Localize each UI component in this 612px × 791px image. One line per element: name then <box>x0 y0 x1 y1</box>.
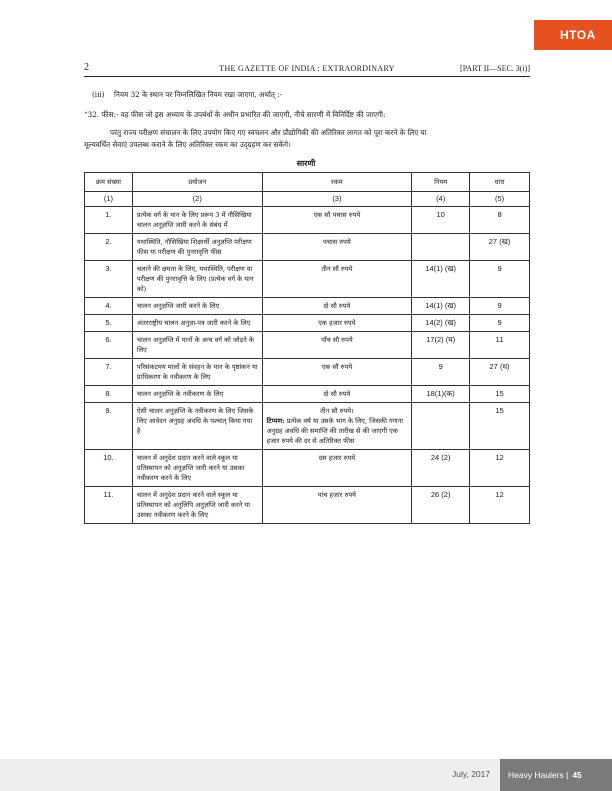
row-rule: 14(1) (ख) <box>412 261 470 298</box>
row-purpose: चालन अनुज्ञप्ति के नवीकरण के लिए <box>132 386 262 403</box>
row-serial: 4. <box>85 298 133 315</box>
row-rule <box>412 403 470 450</box>
gazette-header <box>84 63 530 76</box>
note-text: प्रत्येक वर्ष या उसके भाग के लिए, जिसकी गणना अनुग्रह अवधि की समाप्ति की तारीख से की जाएगी एक हजार रुपये की दर से अतिरिक्त फीस <box>266 417 403 445</box>
row-section: 15 <box>470 386 530 403</box>
table-row <box>85 403 530 450</box>
proviso-line-2: मूल्यवर्धित सेवाएं उपलब्ध कराने के लिए अतिरिक्त रकम का उद्ग्रहण कर सकेंगे। <box>84 140 291 149</box>
gazette-title: THE GAZETTE OF INDIA : EXTRAORDINARY <box>219 64 395 73</box>
row-serial: 2. <box>85 234 133 261</box>
row-serial: 5. <box>85 315 133 332</box>
row-purpose: ऐसी चालन अनुज्ञप्ति के नवीकरण के लिए जिसके लिए आवेदन अनुग्रह अवधि के पश्चात् किया गया है <box>132 403 262 450</box>
row-section: 11 <box>470 332 530 359</box>
row-amount: पांच हजार रुपये <box>262 487 412 524</box>
col-number: (5) <box>470 192 530 207</box>
col-number: (2) <box>132 192 262 207</box>
magazine-footer <box>0 759 612 791</box>
row-rule: 18(1)(क) <box>412 386 470 403</box>
row-amount: एक सौ पचास रुपये <box>262 207 412 234</box>
htoa-badge: HTOA <box>534 20 612 50</box>
row-rule: 17(2) (घ) <box>412 332 470 359</box>
clause-text: नियम 32 के स्थान पर निम्नलिखित नियम रखा जाएगा, अर्थात् :- <box>114 90 283 99</box>
row-rule: 14(1) (ख) <box>412 298 470 315</box>
row-serial: 11. <box>85 487 133 524</box>
row-amount: दो सौ रुपये <box>262 386 412 403</box>
header-serial: क्रम संख्या <box>85 173 133 192</box>
header-rule: नियम <box>412 173 470 192</box>
note-label: टिप्पण: <box>266 417 285 425</box>
col-number: (1) <box>85 192 133 207</box>
row-purpose: चालन में अनुदेश प्रदान करने वाले स्कूल या प्रतिस्थापन को अनुलिपि अनुज्ञप्ति जारी करने या उसका नवीकरण करने के लिए <box>132 487 262 524</box>
clause-number: (iii) <box>92 90 105 99</box>
row-rule: 14(2) (ख) <box>412 315 470 332</box>
header-purpose: प्रयोजन <box>132 173 262 192</box>
row-rule: 26 (2) <box>412 487 470 524</box>
row-section: 8 <box>470 207 530 234</box>
table-row <box>85 234 530 261</box>
row-serial: 10. <box>85 450 133 487</box>
row-purpose: चालन अनुज्ञप्ति जारी करने के लिए <box>132 298 262 315</box>
table-row <box>85 298 530 315</box>
proviso-line-1: परंतु राज्य परीक्षण संचालन के लिए उपयोग किए गए स्वचलन और प्रौद्योगिकी की अतिरिक्त लागत को पूरा करने के लिए या <box>110 128 427 137</box>
row-purpose: अंतरराष्ट्रीय चालन अनुज्ञा-पत्र जारी करने के लिए <box>132 315 262 332</box>
table-row <box>85 332 530 359</box>
column-number-row <box>85 192 530 207</box>
row-serial: 8. <box>85 386 133 403</box>
magazine-tab <box>500 759 612 791</box>
row-rule <box>412 234 470 261</box>
col-number: (3) <box>262 192 412 207</box>
row-amount-main: तीन सौ रुपये। <box>320 407 354 415</box>
magazine-name: Heavy Haulers | <box>508 770 569 780</box>
fee-table <box>84 172 530 524</box>
row-purpose: यथास्थिति, नौसिखिया शिक्षार्थी अनुज्ञप्ति परीक्षण फीस या परीक्षण की पुनरावृत्ति फीस <box>132 234 262 261</box>
table-row <box>85 315 530 332</box>
row-serial: 3. <box>85 261 133 298</box>
row-amount: एक हजार रुपये <box>262 315 412 332</box>
row-amount: दो सौ रुपये <box>262 298 412 315</box>
row-section: 15 <box>470 403 530 450</box>
row-amount-note <box>267 416 408 446</box>
table-title: सारणी <box>296 158 316 168</box>
row-section: 9 <box>470 315 530 332</box>
issue-date: July, 2017 <box>452 769 491 779</box>
page-number: 2 <box>84 62 89 73</box>
col-number: (4) <box>412 192 470 207</box>
row-amount: एक सौ रुपये <box>262 359 412 386</box>
row-amount: पाँच सौ रुपये <box>262 332 412 359</box>
row-purpose: चलाने की क्षमता के लिए, यथास्थिति, परीक्षण या परीक्षण की पुनरावृत्ति के लिए (प्रत्येक वर्ग के यान को) <box>132 261 262 298</box>
row-section: 27 (ध) <box>470 359 530 386</box>
row-rule: 24 (2) <box>412 450 470 487</box>
row-serial: 9. <box>85 403 133 450</box>
row-serial: 6. <box>85 332 133 359</box>
header-divider <box>84 76 530 77</box>
row-rule: 10 <box>412 207 470 234</box>
section-label: [PART II—SEC. 3(i)] <box>460 64 530 73</box>
table-row <box>85 487 530 524</box>
row-section: 12 <box>470 487 530 524</box>
row-section: 9 <box>470 298 530 315</box>
header-amount: रकम <box>262 173 412 192</box>
row-serial: 7. <box>85 359 133 386</box>
row-amount: पचास रुपये <box>262 234 412 261</box>
header-section: धारा <box>470 173 530 192</box>
footer-page-number: 45 <box>572 770 582 780</box>
table-header-row <box>85 173 530 192</box>
table-row <box>85 261 530 298</box>
row-section: 27 (ख) <box>470 234 530 261</box>
row-amount <box>262 403 412 450</box>
table-row <box>85 359 530 386</box>
row-serial: 1. <box>85 207 133 234</box>
table-row <box>85 207 530 234</box>
row-rule: 9 <box>412 359 470 386</box>
row-purpose: परिसंकटमय मालों के संवहन के यान के पृष्ठांकन या प्राधिकरण के नवीकरण के लिए <box>132 359 262 386</box>
table-row <box>85 450 530 487</box>
row-section: 9 <box>470 261 530 298</box>
row-purpose: प्रत्येक वर्ग के यान के लिए प्ररूप 3 में नौसिखिया चालन अनुज्ञप्ति जारी करने के संबंध में <box>132 207 262 234</box>
row-purpose: चालन में अनुदेश प्रदान करने वाले स्कूल या प्रतिस्थापन को अनुज्ञप्ति जारी करने या उसका नवीकरण करने के लिए <box>132 450 262 487</box>
row-section: 12 <box>470 450 530 487</box>
row-amount: दस हजार रुपये <box>262 450 412 487</box>
row-purpose: चालन अनुज्ञप्ति में यानों के अन्य वर्ग को जोड़ने के लिए <box>132 332 262 359</box>
table-row <box>85 386 530 403</box>
row-amount: तीन सौ रुपये <box>262 261 412 298</box>
rule-text: “32. फीस:- वह फीस जो इस अध्याय के उपबंधों के अधीन प्रभारित की जाएगी, नीचे सारणी में विनिर्दिष्ट की जाएगी: <box>84 110 386 119</box>
